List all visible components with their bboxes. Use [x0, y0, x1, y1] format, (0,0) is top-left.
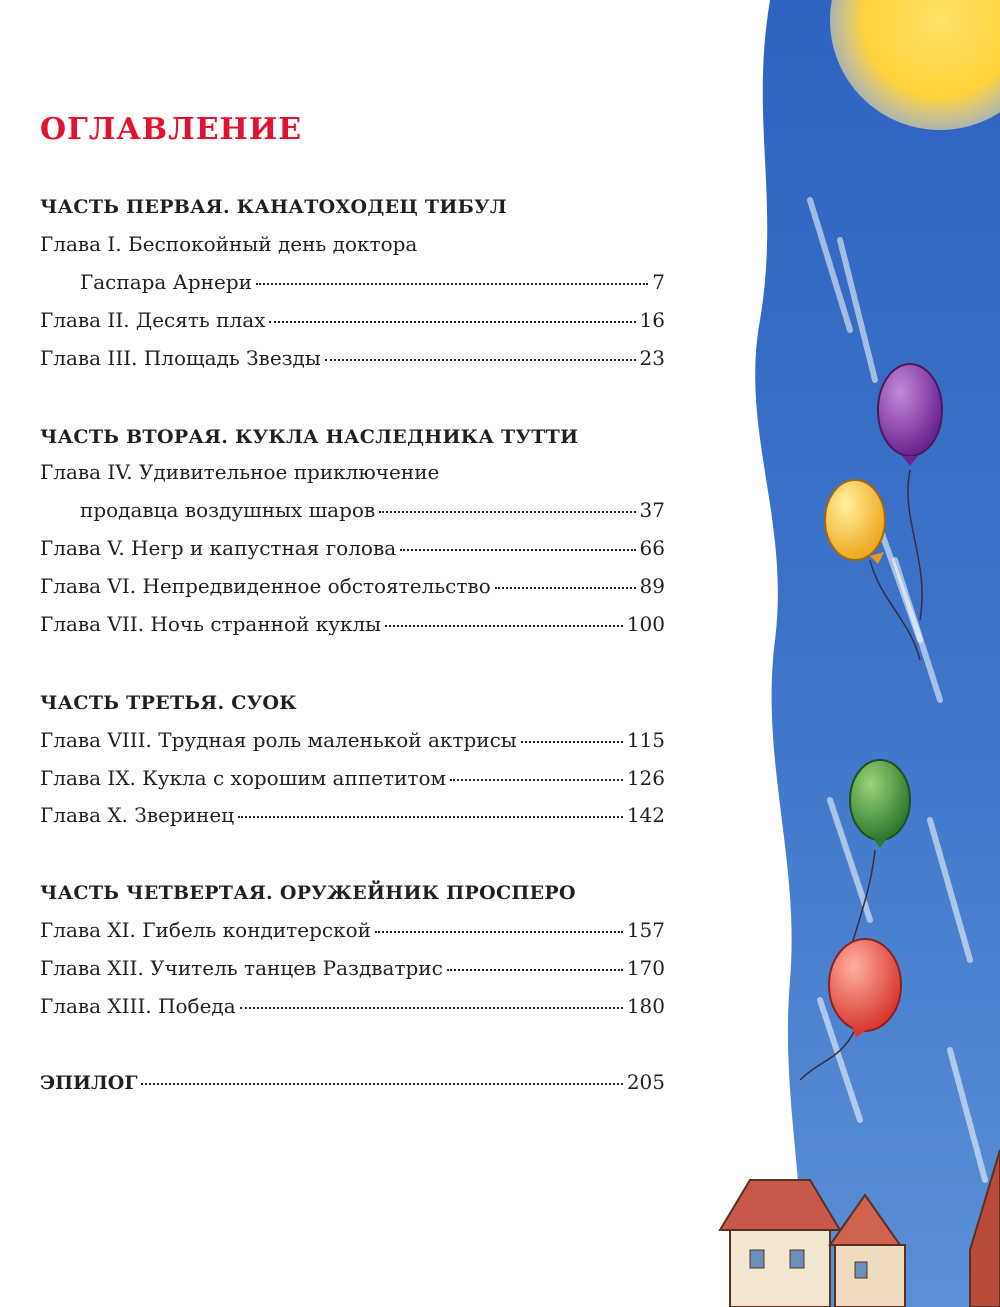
dot-leader	[141, 1083, 622, 1085]
chapter-label: Глава III. Площадь Звезды	[40, 346, 321, 370]
dot-leader	[240, 1007, 623, 1009]
chapter-entry[interactable]	[40, 803, 665, 831]
chapter-entry[interactable]	[40, 918, 665, 946]
chapter-label: продавца воздушных шаров	[80, 498, 376, 522]
part-heading-1: ЧАСТЬ ПЕРВАЯ. КАНАТОХОДЕЦ ТИБУЛ	[40, 196, 507, 218]
chapter-label: Глава IV. Удивительное приключение	[40, 460, 440, 484]
chapter-label: Глава XII. Учитель танцев Раздватрис	[40, 956, 443, 980]
chapter-label: Глава VII. Ночь странной куклы	[40, 612, 382, 636]
page-number: 89	[639, 574, 665, 598]
chapter-entry[interactable]	[40, 728, 665, 756]
chapter-entry-continuation[interactable]	[80, 498, 665, 526]
chapter-entry[interactable]	[40, 766, 665, 794]
dot-leader	[400, 549, 635, 551]
chapter-entry[interactable]	[40, 346, 665, 374]
chapter-entry[interactable]	[40, 460, 665, 488]
part-heading-3: ЧАСТЬ ТРЕТЬЯ. СУОК	[40, 692, 297, 714]
page-number: 66	[639, 536, 665, 560]
page-number: 16	[639, 308, 665, 332]
chapter-entry[interactable]	[40, 956, 665, 984]
epilogue-label: ЭПИЛОГ	[40, 1072, 138, 1094]
dot-leader	[379, 511, 635, 513]
page-number: 100	[626, 612, 665, 636]
page-number: 115	[626, 728, 665, 752]
page-number: 37	[639, 498, 665, 522]
chapter-label: Глава V. Негр и капустная голова	[40, 536, 397, 560]
page-number: 23	[639, 346, 665, 370]
balloons-illustration	[680, 0, 1000, 1307]
chapter-label: Глава II. Десять плах	[40, 308, 266, 332]
toc-title: ОГЛАВЛЕНИЕ	[40, 112, 303, 147]
dot-leader	[269, 321, 635, 323]
dot-leader	[325, 359, 636, 361]
page-number: 170	[626, 956, 665, 980]
part-heading-4: ЧАСТЬ ЧЕТВЕРТАЯ. ОРУЖЕЙНИК ПРОСПЕРО	[40, 882, 576, 904]
page-number: 142	[626, 803, 665, 827]
chapter-entry-continuation[interactable]	[80, 270, 665, 298]
page-number: 180	[626, 994, 665, 1018]
chapter-label: Глава IX. Кукла с хорошим аппетитом	[40, 766, 447, 790]
dot-leader	[238, 816, 623, 818]
chapter-entry[interactable]	[40, 232, 665, 260]
chapter-label: Глава I. Беспокойный день доктора	[40, 232, 418, 256]
chapter-entry[interactable]	[40, 994, 665, 1022]
page-number: 7	[652, 270, 665, 294]
chapter-label: Гаспара Арнери	[80, 270, 252, 294]
dot-leader	[450, 779, 623, 781]
chapter-label: Глава VIII. Трудная роль маленькой актрисы	[40, 728, 517, 752]
chapter-entry[interactable]	[40, 574, 665, 602]
part-heading-2: ЧАСТЬ ВТОРАЯ. КУКЛА НАСЛЕДНИКА ТУТТИ	[40, 426, 579, 448]
page-number: 126	[626, 766, 665, 790]
dot-leader	[447, 969, 623, 971]
dot-leader	[521, 741, 623, 743]
chapter-label: Глава XI. Гибель кондитерской	[40, 918, 371, 942]
chapter-label: Глава X. Зверинец	[40, 803, 235, 827]
page-number: 205	[626, 1070, 665, 1094]
dot-leader	[256, 283, 648, 285]
chapter-label: Глава VI. Непредвиденное обстоятельство	[40, 574, 491, 598]
dot-leader	[375, 931, 623, 933]
page-number: 157	[626, 918, 665, 942]
chapter-entry[interactable]	[40, 536, 665, 564]
chapter-entry[interactable]	[40, 308, 665, 336]
dot-leader	[495, 587, 636, 589]
chapter-label: Глава XIII. Победа	[40, 994, 236, 1018]
epilogue-entry[interactable]	[40, 1070, 665, 1098]
dot-leader	[385, 625, 623, 627]
chapter-entry[interactable]	[40, 612, 665, 640]
